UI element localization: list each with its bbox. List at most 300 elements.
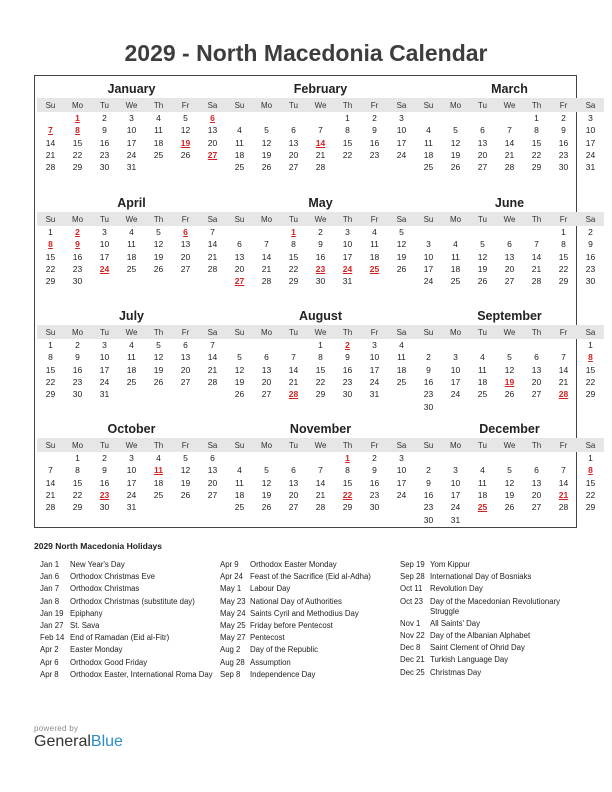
holiday-date: Aug 28	[220, 657, 245, 667]
day-cell: 15	[72, 137, 83, 148]
week-row	[226, 112, 415, 124]
day-cell: 20	[504, 264, 515, 275]
weekday-label: Mo	[71, 100, 84, 110]
holiday-date: Apr 24	[220, 572, 243, 582]
day-cell: 2	[372, 453, 377, 464]
month-name: April	[117, 196, 146, 210]
day-cell: 5	[156, 340, 161, 351]
weekday-label: Sa	[396, 440, 407, 450]
day-cell: 17	[450, 490, 461, 501]
week-row	[37, 226, 226, 238]
weekday-label: Mo	[71, 214, 84, 224]
weekday-label: Su	[45, 100, 56, 110]
holiday-item	[400, 584, 585, 594]
day-cell: 28	[261, 276, 272, 287]
weekday-label: Su	[423, 327, 434, 337]
day-cell: 13	[207, 465, 218, 476]
holiday-day-cell: 23	[99, 490, 110, 501]
week-row	[415, 364, 604, 376]
day-cell: 1	[588, 453, 593, 464]
holiday-column-1	[40, 560, 225, 682]
holiday-day-cell: 14	[315, 137, 326, 148]
weekday-label: Th	[153, 327, 164, 337]
month-october	[37, 422, 226, 513]
week-row	[415, 124, 604, 136]
day-cell: 11	[154, 125, 163, 136]
footer-logo[interactable]	[34, 724, 123, 751]
day-cell: 6	[264, 352, 269, 363]
day-cell: 14	[315, 477, 326, 488]
weekday-label: Tu	[99, 214, 110, 224]
day-cell: 9	[345, 352, 350, 363]
week-row	[226, 376, 415, 388]
day-cell: 27	[288, 162, 299, 173]
day-cell: 14	[45, 477, 56, 488]
day-cell: 29	[45, 276, 56, 287]
day-cell: 1	[75, 453, 80, 464]
day-cell: 8	[291, 239, 296, 250]
day-cell: 29	[45, 389, 56, 400]
holiday-name: Assumption	[250, 657, 291, 667]
holiday-item	[400, 668, 585, 678]
week-row	[226, 161, 415, 173]
day-cell: 11	[451, 251, 460, 262]
day-cell: 21	[558, 377, 569, 388]
day-cell: 4	[237, 125, 242, 136]
weekday-label: Tu	[99, 440, 110, 450]
weekday-label: Mo	[449, 214, 462, 224]
week-row	[37, 388, 226, 400]
day-cell: 5	[399, 227, 404, 238]
day-cell: 21	[315, 490, 326, 501]
day-cell: 15	[585, 364, 596, 375]
day-cell: 12	[261, 477, 272, 488]
day-cell: 23	[342, 377, 353, 388]
day-cell: 19	[153, 364, 164, 375]
weekday-label: Tu	[99, 100, 110, 110]
day-cell: 18	[126, 364, 137, 375]
week-row	[415, 489, 604, 501]
weekday-label: Su	[234, 100, 245, 110]
weekday-label: Th	[153, 100, 164, 110]
weekday-label: Su	[423, 100, 434, 110]
holiday-name: Labour Day	[250, 584, 291, 594]
brand-name	[34, 733, 123, 751]
day-cell: 17	[99, 364, 110, 375]
day-cell: 9	[318, 239, 323, 250]
day-cell: 7	[507, 125, 512, 136]
page-title: 2029 - North Macedonia Calendar	[124, 40, 488, 66]
day-cell: 22	[72, 150, 83, 161]
day-cell: 26	[477, 276, 488, 287]
day-cell: 31	[126, 502, 137, 513]
day-cell: 5	[264, 465, 269, 476]
holiday-day-cell: 7	[48, 125, 53, 136]
holiday-name: Epiphany	[70, 608, 103, 618]
holiday-name: Day of the Albanian Alphabet	[430, 630, 531, 640]
day-cell: 25	[126, 377, 137, 388]
holiday-item	[220, 560, 405, 570]
holiday-name: Turkish Language Day	[430, 655, 509, 665]
day-cell: 25	[423, 162, 434, 173]
day-cell: 2	[318, 227, 323, 238]
holiday-item	[220, 645, 405, 655]
day-cell: 30	[423, 514, 434, 525]
day-cell: 11	[478, 477, 487, 488]
holiday-item	[40, 560, 225, 570]
weekday-label: Mo	[449, 100, 462, 110]
day-cell: 13	[531, 477, 542, 488]
day-cell: 30	[99, 502, 110, 513]
holiday-date: May 24	[220, 608, 246, 618]
month-march	[415, 82, 604, 173]
day-cell: 4	[129, 340, 134, 351]
weekday-label: We	[503, 214, 516, 224]
day-cell: 15	[45, 364, 56, 375]
week-row	[415, 351, 604, 363]
week-row	[415, 112, 604, 124]
day-cell: 28	[45, 162, 56, 173]
weekday-label: Th	[342, 440, 353, 450]
day-cell: 27	[180, 264, 191, 275]
day-cell: 10	[585, 125, 596, 136]
day-cell: 19	[234, 377, 245, 388]
weekday-label: Fr	[370, 327, 379, 337]
month-july	[37, 309, 226, 400]
day-cell: 4	[129, 227, 134, 238]
day-cell: 6	[183, 340, 188, 351]
weekday-label: Sa	[207, 214, 218, 224]
day-cell: 13	[477, 137, 488, 148]
week-row	[37, 501, 226, 513]
day-cell: 6	[507, 239, 512, 250]
day-cell: 6	[291, 465, 296, 476]
day-cell: 28	[315, 162, 326, 173]
week-row	[226, 238, 415, 250]
holiday-date: Feb 14	[40, 633, 65, 643]
day-cell: 1	[318, 340, 323, 351]
day-cell: 21	[45, 150, 56, 161]
holiday-item	[220, 658, 405, 668]
day-cell: 30	[342, 389, 353, 400]
day-cell: 28	[315, 502, 326, 513]
day-cell: 12	[153, 352, 164, 363]
weekday-label: Fr	[559, 214, 568, 224]
day-cell: 12	[153, 239, 164, 250]
day-cell: 30	[315, 276, 326, 287]
week-row	[415, 251, 604, 263]
day-cell: 7	[210, 340, 215, 351]
day-cell: 4	[156, 113, 161, 124]
day-cell: 9	[75, 352, 80, 363]
month-name: March	[491, 82, 528, 96]
day-cell: 31	[99, 389, 110, 400]
holiday-date: Sep 28	[400, 572, 425, 582]
day-cell: 29	[558, 276, 569, 287]
month-name: November	[289, 422, 352, 436]
holiday-date: Aug 2	[220, 645, 241, 655]
holiday-day-cell: 25	[477, 502, 488, 513]
day-cell: 22	[558, 264, 569, 275]
holiday-item	[40, 572, 225, 582]
holiday-day-cell: 24	[99, 264, 110, 275]
holidays-title: 2029 North Macedonia Holidays	[34, 541, 163, 551]
day-cell: 8	[345, 465, 350, 476]
holiday-day-cell: 2	[75, 227, 80, 238]
day-cell: 6	[210, 453, 215, 464]
day-cell: 7	[48, 465, 53, 476]
weekday-label: Sa	[396, 100, 407, 110]
day-cell: 4	[480, 465, 485, 476]
weekday-label: Tu	[477, 100, 488, 110]
day-cell: 28	[558, 502, 569, 513]
day-cell: 13	[288, 477, 299, 488]
holiday-name: Orthodox Good Friday	[70, 657, 148, 667]
holiday-day-cell: 8	[48, 239, 53, 250]
month-name: August	[298, 309, 343, 323]
holiday-item	[220, 584, 405, 594]
day-cell: 25	[126, 264, 137, 275]
holiday-day-cell: 8	[588, 465, 593, 476]
holiday-item	[40, 658, 225, 668]
holiday-item	[220, 609, 405, 619]
day-cell: 7	[318, 465, 323, 476]
weekday-label: Mo	[260, 100, 273, 110]
day-cell: 30	[369, 502, 380, 513]
day-cell: 16	[558, 137, 569, 148]
holiday-date: Jan 7	[40, 584, 60, 594]
week-row	[37, 477, 226, 489]
day-cell: 30	[72, 276, 83, 287]
day-cell: 24	[423, 276, 434, 287]
week-row	[415, 477, 604, 489]
day-cell: 15	[45, 251, 56, 262]
weekday-label: Fr	[181, 214, 190, 224]
week-row	[226, 364, 415, 376]
day-cell: 19	[504, 490, 515, 501]
weekday-label: Fr	[370, 214, 379, 224]
day-cell: 5	[507, 352, 512, 363]
holiday-date: Oct 23	[400, 596, 423, 606]
holiday-date: May 23	[220, 596, 246, 606]
brand-blue: Blue	[90, 733, 123, 750]
day-cell: 26	[450, 162, 461, 173]
day-cell: 31	[126, 162, 137, 173]
month-september	[415, 309, 604, 413]
day-cell: 12	[180, 125, 191, 136]
day-cell: 10	[450, 364, 461, 375]
day-cell: 1	[48, 227, 53, 238]
month-name: June	[494, 196, 525, 210]
day-cell: 14	[45, 137, 56, 148]
day-cell: 7	[534, 239, 539, 250]
weekday-label: Mo	[449, 440, 462, 450]
day-cell: 24	[450, 502, 461, 513]
week-row	[415, 513, 604, 525]
day-cell: 22	[72, 490, 83, 501]
weekday-label: Th	[342, 214, 353, 224]
day-cell: 8	[48, 352, 53, 363]
week-row	[37, 464, 226, 476]
holiday-item	[400, 597, 585, 617]
day-cell: 10	[369, 352, 380, 363]
weekday-label: Sa	[585, 440, 596, 450]
weekday-header	[415, 212, 604, 226]
day-cell: 13	[180, 239, 191, 250]
week-row	[37, 137, 226, 149]
day-cell: 17	[585, 137, 596, 148]
holiday-day-cell: 25	[369, 264, 380, 275]
holiday-item	[400, 619, 585, 629]
holiday-name: Day of the Macedonian Revolutionary Struggle	[430, 596, 561, 616]
holiday-name: All Saints' Day	[430, 618, 481, 628]
day-cell: 13	[504, 251, 515, 262]
day-cell: 7	[318, 125, 323, 136]
holiday-name: Christmas Day	[430, 667, 482, 677]
day-cell: 25	[450, 276, 461, 287]
weekday-label: Sa	[207, 327, 218, 337]
day-cell: 11	[397, 352, 406, 363]
month-name: October	[107, 422, 156, 436]
day-cell: 10	[126, 465, 137, 476]
day-cell: 15	[342, 477, 353, 488]
day-cell: 30	[585, 276, 596, 287]
day-cell: 12	[234, 364, 245, 375]
holiday-date: Jan 27	[40, 620, 64, 630]
day-cell: 14	[261, 251, 272, 262]
weekday-label: Sa	[207, 440, 218, 450]
day-cell: 8	[534, 125, 539, 136]
day-cell: 4	[372, 227, 377, 238]
day-cell: 18	[153, 137, 164, 148]
day-cell: 29	[288, 276, 299, 287]
weekday-header	[226, 438, 415, 452]
holiday-name: Easter Monday	[70, 645, 123, 655]
day-cell: 13	[207, 125, 218, 136]
week-row	[415, 400, 604, 412]
holiday-item	[400, 560, 585, 570]
holiday-date: Dec 8	[400, 643, 421, 653]
day-cell: 4	[156, 453, 161, 464]
day-cell: 5	[237, 352, 242, 363]
holiday-day-cell: 1	[345, 453, 350, 464]
day-cell: 24	[585, 150, 596, 161]
day-cell: 25	[234, 502, 245, 513]
holiday-date: May 27	[220, 633, 246, 643]
day-cell: 18	[423, 150, 434, 161]
holiday-item	[220, 597, 405, 607]
weekday-label: Fr	[370, 440, 379, 450]
day-cell: 26	[234, 389, 245, 400]
holiday-day-cell: 19	[504, 377, 515, 388]
month-name: May	[308, 196, 333, 210]
weekday-label: Su	[45, 327, 56, 337]
day-cell: 12	[504, 477, 515, 488]
day-cell: 26	[261, 502, 272, 513]
holiday-column-3	[400, 560, 585, 680]
day-cell: 24	[126, 490, 137, 501]
holiday-item	[40, 621, 225, 631]
holiday-date: Apr 2	[40, 645, 59, 655]
day-cell: 9	[372, 125, 377, 136]
month-name: February	[293, 82, 348, 96]
day-cell: 21	[531, 264, 542, 275]
weekday-label: We	[314, 100, 327, 110]
month-name: September	[477, 309, 542, 323]
holiday-name: Orthodox Christmas Eve	[70, 572, 155, 582]
weekday-header	[37, 98, 226, 112]
day-cell: 20	[288, 150, 299, 161]
day-cell: 15	[72, 477, 83, 488]
weekday-label: We	[125, 440, 138, 450]
day-cell: 7	[561, 465, 566, 476]
weekday-label: Th	[153, 440, 164, 450]
weekday-label: Fr	[559, 100, 568, 110]
week-row	[37, 364, 226, 376]
day-cell: 14	[288, 364, 299, 375]
holiday-date: Sep 8	[220, 669, 241, 679]
weekday-label: Mo	[260, 214, 273, 224]
holiday-name: Revolution Day	[430, 584, 483, 594]
holiday-item	[40, 584, 225, 594]
weekday-label: Mo	[260, 440, 273, 450]
weekday-label: Su	[45, 214, 56, 224]
day-cell: 3	[453, 352, 458, 363]
week-row	[37, 339, 226, 351]
holiday-item	[400, 572, 585, 582]
month-january	[37, 82, 226, 173]
day-cell: 20	[477, 150, 488, 161]
week-row	[415, 452, 604, 464]
day-cell: 13	[261, 364, 272, 375]
week-row	[226, 226, 415, 238]
week-row	[226, 464, 415, 476]
day-cell: 4	[426, 125, 431, 136]
day-cell: 2	[372, 113, 377, 124]
weekday-label: Su	[234, 327, 245, 337]
day-cell: 21	[207, 251, 218, 262]
day-cell: 5	[156, 227, 161, 238]
day-cell: 22	[585, 377, 596, 388]
day-cell: 27	[504, 276, 515, 287]
day-cell: 6	[480, 125, 485, 136]
day-cell: 11	[478, 364, 487, 375]
weekday-label: We	[314, 214, 327, 224]
week-row	[415, 388, 604, 400]
day-cell: 17	[396, 477, 407, 488]
week-row	[226, 477, 415, 489]
day-cell: 27	[288, 502, 299, 513]
day-cell: 24	[396, 490, 407, 501]
day-cell: 27	[207, 490, 218, 501]
weekday-label: Th	[153, 214, 164, 224]
day-cell: 21	[45, 490, 56, 501]
weekday-label: Mo	[449, 327, 462, 337]
holiday-name: Saint Clement of Ohrid Day	[430, 643, 525, 653]
holiday-day-cell: 28	[558, 389, 569, 400]
day-cell: 27	[261, 389, 272, 400]
day-cell: 13	[180, 352, 191, 363]
day-cell: 12	[477, 251, 488, 262]
day-cell: 17	[342, 251, 353, 262]
weekday-label: We	[125, 327, 138, 337]
day-cell: 28	[207, 377, 218, 388]
day-cell: 3	[453, 465, 458, 476]
weekday-label: Tu	[288, 327, 299, 337]
month-name: January	[107, 82, 156, 96]
weekday-label: Sa	[207, 100, 218, 110]
weekday-label: Fr	[370, 100, 379, 110]
